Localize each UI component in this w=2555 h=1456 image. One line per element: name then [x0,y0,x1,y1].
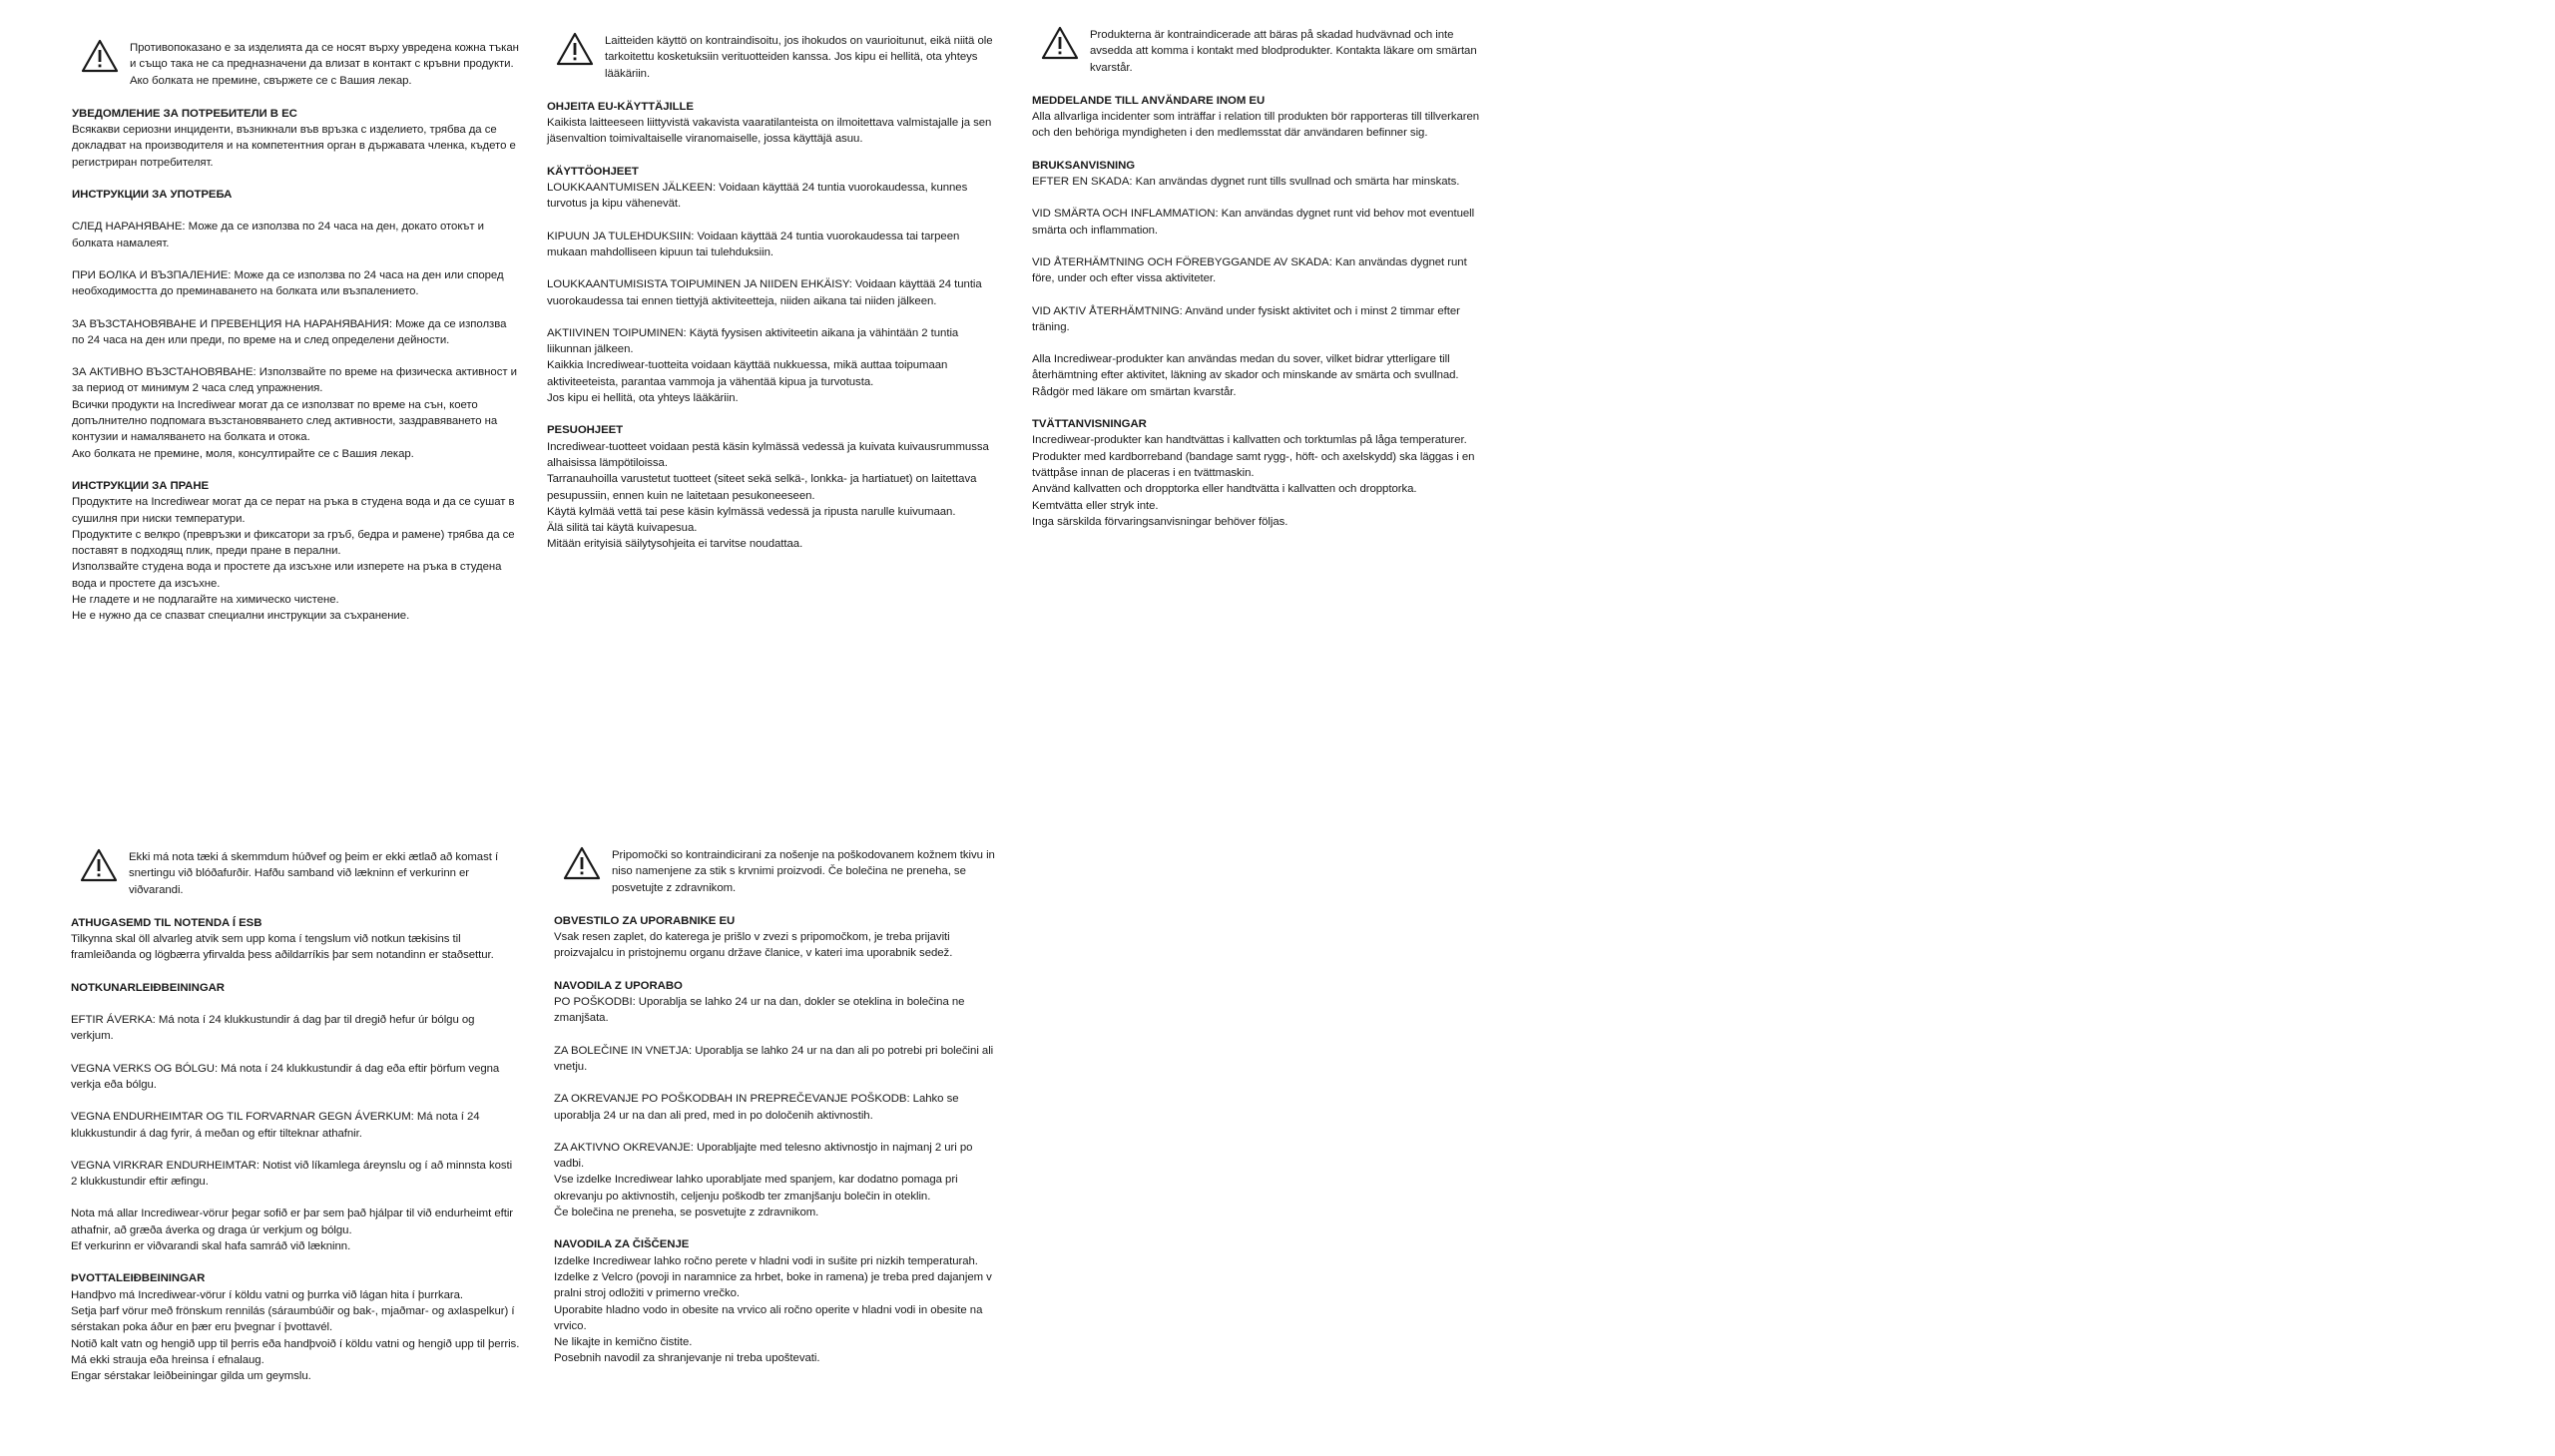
warning-triangle-icon [80,848,118,882]
washing-line-1: Продуктите на Incrediwear могат да се перат на ръка в студена вода и да се сушат в сушилня при ниски температури. [72,496,515,525]
washing-line-3: Använd kallvatten och dropptorka eller handtvätta i kallvatten och dropptorka. [1032,483,1417,496]
usage-section [71,980,520,1255]
eu-notice-heading: ATHUGASEMD TIL NOTENDA Í ESB [71,916,262,929]
usage-heading: NOTKUNARLEIÐBEININGAR [71,981,225,994]
eu-notice-text: Tilkynna skal öll alvarleg atvik sem upp koma í tengslum við notkun tækisins til framleiðanda og lögbærra yfirvalda þess aðildarríkis þar sem notandinn er staðsettur. [71,933,494,962]
usage-recovery-prevention: LOUKKAANTUMISISTA TOIPUMINEN JA NIIDEN EHKÄISY: Voidaan käyttää 24 tuntia vuorokaudessa tai ennen tiettyjä aktiviteetteja, niiden aikana tai niiden jälkeen. [547,278,982,307]
usage-recovery-prevention: ZA OKREVANJE PO POŠKODBAH IN PREPREČEVANJE POŠKODB: Lahko se uporablja 24 ur na dan ali pred, med in po določenih aktivnostih. [554,1093,959,1122]
washing-line-5: Не е нужно да се спазват специални инструкции за съхранение. [72,610,410,623]
usage-section [72,187,521,462]
usage-section [554,978,1003,1221]
eu-notice-heading: OBVESTILO ZA UPORABNIKE EU [554,914,736,927]
instructions-panel-bulgarian [72,40,521,641]
eu-notice-text: Всякакви сериозни инциденти, възникнали във връзка с изделието, трябва да се докладват на производителя и на компетентния орган в държавата членка, където е регистриран потребителят. [72,124,516,169]
washing-heading: ИНСТРУКЦИИ ЗА ПРАНЕ [72,479,210,492]
washing-line-4: Má ekki strauja eða hreinsa í efnalaug. [71,1353,264,1366]
usage-consult-doctor: Ef verkurinn er viðvarandi skal hafa samráð við lækninn. [71,1240,351,1253]
usage-consult-doctor: Jos kipu ei hellitä, ota yhteys lääkäriin. [547,392,739,405]
usage-heading: ИНСТРУКЦИИ ЗА УПОТРЕБА [72,189,233,202]
usage-heading: NAVODILA Z UPORABO [554,979,683,992]
usage-sleep: Vse izdelke Incrediwear lahko uporabljate med spanjem, kar dodatno pomaga pri okrevanju po aktivnostih, celjenju poškodb ter zmanjšanju bolečin in oteklin. [554,1174,958,1203]
washing-heading: NAVODILA ZA ČIŠČENJE [554,1238,690,1251]
washing-section [554,1236,1003,1366]
warning-triangle-icon [556,32,594,66]
usage-active-recovery: ЗА АКТИВНО ВЪЗСТАНОВЯВАНЕ: Използвайте по време на физическа активност и за период от минимум 2 часа след упражнения. [72,366,517,395]
washing-line-4: Älä silitä tai käytä kuivapesua. [547,522,698,535]
usage-section [547,164,996,407]
washing-line-3: Käytä kylmää vettä tai pese käsin kylmässä vedessä ja ripusta narulle kuivumaan. [547,505,956,518]
usage-sleep: Nota má allar Incrediwear-vörur þegar sofið er þar sem það hjálpar til við endurheimt eftir athafnir, að græða áverka og draga úr verkjum og bólgu. [71,1208,514,1236]
washing-line-4: Kemtvätta eller stryk inte. [1032,499,1159,512]
eu-notice-section [1032,93,1481,142]
washing-heading: TVÄTTANVISNINGAR [1032,418,1147,431]
usage-after-injury: EFTER EN SKADA: Kan användas dygnet runt tills svullnad och smärta har minskats. [1032,176,1460,189]
usage-active-recovery: AKTIIVINEN TOIPUMINEN: Käytä fyysisen aktiviteetin aikana ja vähintään 2 tuntia liikunnan jälkeen. [547,326,959,356]
warning-notice [1032,27,1481,76]
eu-notice-section [554,913,1003,962]
washing-heading: PESUOHJEET [547,424,624,437]
instructions-panel-icelandic [71,849,520,1400]
washing-line-4: Ne likajte in kemično čistite. [554,1336,693,1349]
washing-line-1: Incrediwear-tuotteet voidaan pestä käsin kylmässä vedessä ja kuivata kuivausrummussa alhaisissa lämpötiloissa. [547,440,989,469]
washing-line-2: Izdelke z Velcro (povoji in naramnice za hrbet, boke in ramena) je treba pred dajanjem v pralni stroj odložiti v primerno vrečko. [554,1270,992,1300]
washing-line-5: Engar sérstakar leiðbeiningar gilda um geymslu. [71,1370,311,1383]
washing-line-2: Tarranauhoilla varustetut tuotteet (siteet sekä selkä-, lonkka- ja hartiatuet) on laitettava pesupussiin, ennen kuin ne laitetaan pesukoneeseen. [547,473,977,502]
eu-notice-text: Vsak resen zaplet, do katerega je prišlo v zvezi s pripomočkom, je treba prijaviti proizvajalcu in pristojnemu organu države članice, v kateri ima uporabnik sedež. [554,931,953,960]
usage-consult-doctor: Ако болката не премине, моля, консултирайте се с Вашия лекар. [72,447,414,460]
washing-line-5: Inga särskilda förvaringsanvisningar behöver följas. [1032,515,1288,528]
instructions-panel-swedish [1032,27,1481,546]
usage-pain-inflammation: ПРИ БОЛКА И ВЪЗПАЛЕНИЕ: Може да се използва по 24 часа на ден или според необходимостта до преминаването на болката или възпалението. [72,268,504,298]
eu-notice-section [547,99,996,148]
warning-notice [71,849,520,898]
warning-text: Ekki má nota tæki á skemmdum húðvef og þeim er ekki ætlað að komast í snertingu við blóðafurðir. Hafðu samband við lækninn ef verkurinn er viðvarandi. [129,851,499,896]
usage-recovery-prevention: ЗА ВЪЗСТАНОВЯВАНЕ И ПРЕВЕНЦИЯ НА НАРАНЯВАНИЯ: Може да се използва по 24 часа на ден или преди, по време на и след определени дейности. [72,317,507,346]
usage-section [1032,158,1481,400]
eu-notice-heading: MEDDELANDE TILL ANVÄNDARE INOM EU [1032,94,1266,107]
usage-after-injury: PO POŠKODBI: Uporablja se lahko 24 ur na dan, dokler se oteklina in bolečina ne zmanjšata. [554,996,965,1025]
washing-line-3: Notið kalt vatn og hengið upp til þerris eða handþvoið í köldu vatni og hengið upp til þerris. [71,1337,520,1350]
usage-after-injury: LOUKKAANTUMISEN JÄLKEEN: Voidaan käyttää 24 tuntia vuorokaudessa, kunnes turvotus ja kipu vähenevät. [547,182,968,211]
usage-consult-doctor: Če bolečina ne preneha, se posvetujte z zdravnikom. [554,1207,819,1219]
washing-section [1032,416,1481,530]
warning-text: Produkterna är kontraindicerade att bäras på skadad hudvävnad och inte avsedda att komma i kontakt med blodprodukter. Kontakta läkare om smärtan kvarstår. [1090,29,1477,74]
instructions-panel-finnish [547,33,996,569]
usage-sleep: Всички продукти на Incrediwear могат да се използват по време на сън, което допълнително подпомага възстановяването след активности, заздравяването на контузии и намаляването на болката и отока. [72,398,498,444]
usage-recovery-prevention: VID ÅTERHÄMTNING OCH FÖREBYGGANDE AV SKADA: Kan användas dygnet runt före, under och efter vissa aktiviteter. [1032,255,1467,285]
washing-line-1: Izdelke Incrediwear lahko ročno perete v hladni vodi in sušite pri nizkih temperaturah. [554,1254,978,1267]
washing-line-2: Setja þarf vörur með frönskum rennilás (sáraumbúðir og bak-, mjaðmar- og axlaspelkur) í sérstakan poka áður en þær eru þvegnar í þvottavél. [71,1304,515,1334]
usage-active-recovery: VEGNA VIRKRAR ENDURHEIMTAR: Notist við líkamlega áreynslu og í að minnsta kosti 2 klukkustundir eftir æfingu. [71,1159,513,1189]
usage-consult-doctor: Rådgör med läkare om smärtan kvarstår. [1032,385,1237,398]
usage-pain-inflammation: ZA BOLEČINE IN VNETJA: Uporablja se lahko 24 ur na dan ali po potrebi pri bolečini ali vnetju. [554,1044,994,1073]
warning-text: Laitteiden käyttö on kontraindisoitu, jos ihokudos on vaurioitunut, eikä niitä ole tarkoitettu kosketuksiin verituotteiden kanssa. Jos kipu ei hellitä, ota yhteys lääkäriin. [605,35,993,80]
washing-line-4: Не гладете и не подлагайте на химическо чистене. [72,594,339,607]
warning-notice [547,33,996,82]
eu-notice-heading: OHJEITA EU-KÄYTTÄJILLE [547,100,694,113]
washing-line-5: Mitään erityisiä säilytysohjeita ei tarvitse noudattaa. [547,538,803,551]
usage-pain-inflammation: VEGNA VERKS OG BÓLGU: Má nota í 24 klukkustundir á dag eða eftir þörfum vegna verkja eða bólgu. [71,1062,500,1091]
washing-line-1: Incrediwear-produkter kan handtvättas i kallvatten och torktumlas på låga temperaturer. [1032,434,1467,447]
usage-heading: KÄYTTÖOHJEET [547,165,639,178]
washing-section [547,422,996,552]
eu-notice-heading: УВЕДОМЛЕНИЕ ЗА ПОТРЕБИТЕЛИ В ЕС [72,107,297,120]
usage-after-injury: СЛЕД НАРАНЯВАНЕ: Може да се използва по 24 часа на ден, докато отокът и болката намалеят. [72,221,484,249]
usage-active-recovery: VID AKTIV ÅTERHÄMTNING: Använd under fysiskt aktivitet och i minst 2 timmar efter träning. [1032,304,1460,333]
washing-line-1: Handþvo má Incrediwear-vörur í köldu vatni og þurrka við lágan hita í þurrkara. [71,1288,464,1301]
usage-active-recovery: ZA AKTIVNO OKREVANJE: Uporabljajte med telesno aktivnostjo in najmanj 2 uri po vadbi. [554,1141,973,1171]
usage-recovery-prevention: VEGNA ENDURHEIMTAR OG TIL FORVARNAR GEGN ÁVERKUM: Má nota í 24 klukkustundir á dag fyrir, á meðan og eftir tilteknar athafnir. [71,1111,480,1140]
usage-heading: BRUKSANVISNING [1032,159,1136,172]
eu-notice-section [72,106,521,171]
usage-after-injury: EFTIR ÁVERKA: Má nota í 24 klukkustundir á dag þar til dregið hefur úr bólgu og verkjum. [71,1014,475,1043]
washing-line-3: Използвайте студена вода и простете да изсъхне или изперете на ръка в студена вода и простете да изсъхне. [72,561,502,590]
warning-triangle-icon [81,39,119,73]
usage-pain-inflammation: KIPUUN JA TULEHDUKSIIN: Voidaan käyttää 24 tuntia vuorokaudessa tai tarpeen mukaan mahdolliseen kipuun tai tulehduksiin. [547,230,960,258]
washing-section [72,478,521,625]
eu-notice-text: Kaikista laitteeseen liittyvistä vakavista vaaratilanteista on ilmoitettava valmistajalle ja sen jäsenvaltion toimivaltaiselle viranomaiselle, jossa käyttäjä asuu. [547,117,992,146]
warning-text: Pripomočki so kontraindicirani za nošenje na poškodovanem kožnem tkivu in niso namenjene za stik s krvnimi proizvodi. Če bolečina ne preneha, se posvetujte z zdravnikom. [612,849,995,894]
warning-triangle-icon [1041,26,1079,60]
usage-sleep: Kaikkia Incrediwear-tuotteita voidaan käyttää nukkuessa, mikä auttaa toipumaan aktiviteeteista, parantaa vammoja ja vähentää kipua ja turvotusta. [547,359,948,388]
washing-heading: ÞVOTTALEIÐBEININGAR [71,1272,206,1285]
warning-notice [72,40,521,89]
warning-text: Противопоказано е за изделията да се носят върху увредена кожна тъкан и също така не са предназначени да влизат в контакт с кръвни продукти. Ако болката не премине, свържете се с Вашия лекар. [130,42,519,87]
washing-line-2: Продуктите с велкро (превръзки и фиксатори за гръб, бедра и рамене) трябва да се поставят в подходящ плик, преди пране в перални. [72,528,515,558]
eu-notice-text: Alla allvarliga incidenter som inträffar i relation till produkten bör rapporteras till tillverkaren och den behöriga myndigheten i den medlemsstat där användaren befinner sig. [1032,111,1480,140]
usage-pain-inflammation: VID SMÄRTA OCH INFLAMMATION: Kan användas dygnet runt vid behov mot eventuell smärta och inflammation. [1032,208,1475,237]
warning-triangle-icon [563,846,601,880]
usage-sleep: Alla Incrediwear-produkter kan användas medan du sover, vilket bidrar ytterligare till återhämtning efter aktivitet, läkning av skador och minskande av smärta och svullnad. [1032,353,1459,382]
eu-notice-section [71,915,520,964]
washing-line-5: Posebnih navodil za shranjevanje ni treba upoštevati. [554,1352,820,1365]
washing-section [71,1270,520,1384]
instructions-panel-slovenian [554,847,1003,1383]
warning-notice [554,847,1003,896]
washing-line-3: Uporabite hladno vodo in obesite na vrvico ali ročno operite v hladni vodi in obesite na vrvico. [554,1303,983,1332]
washing-line-2: Produkter med kardborreband (bandage samt rygg-, höft- och axelskydd) ska läggas i en tvättpåse innan de placeras i en tvättmaskin. [1032,450,1475,479]
